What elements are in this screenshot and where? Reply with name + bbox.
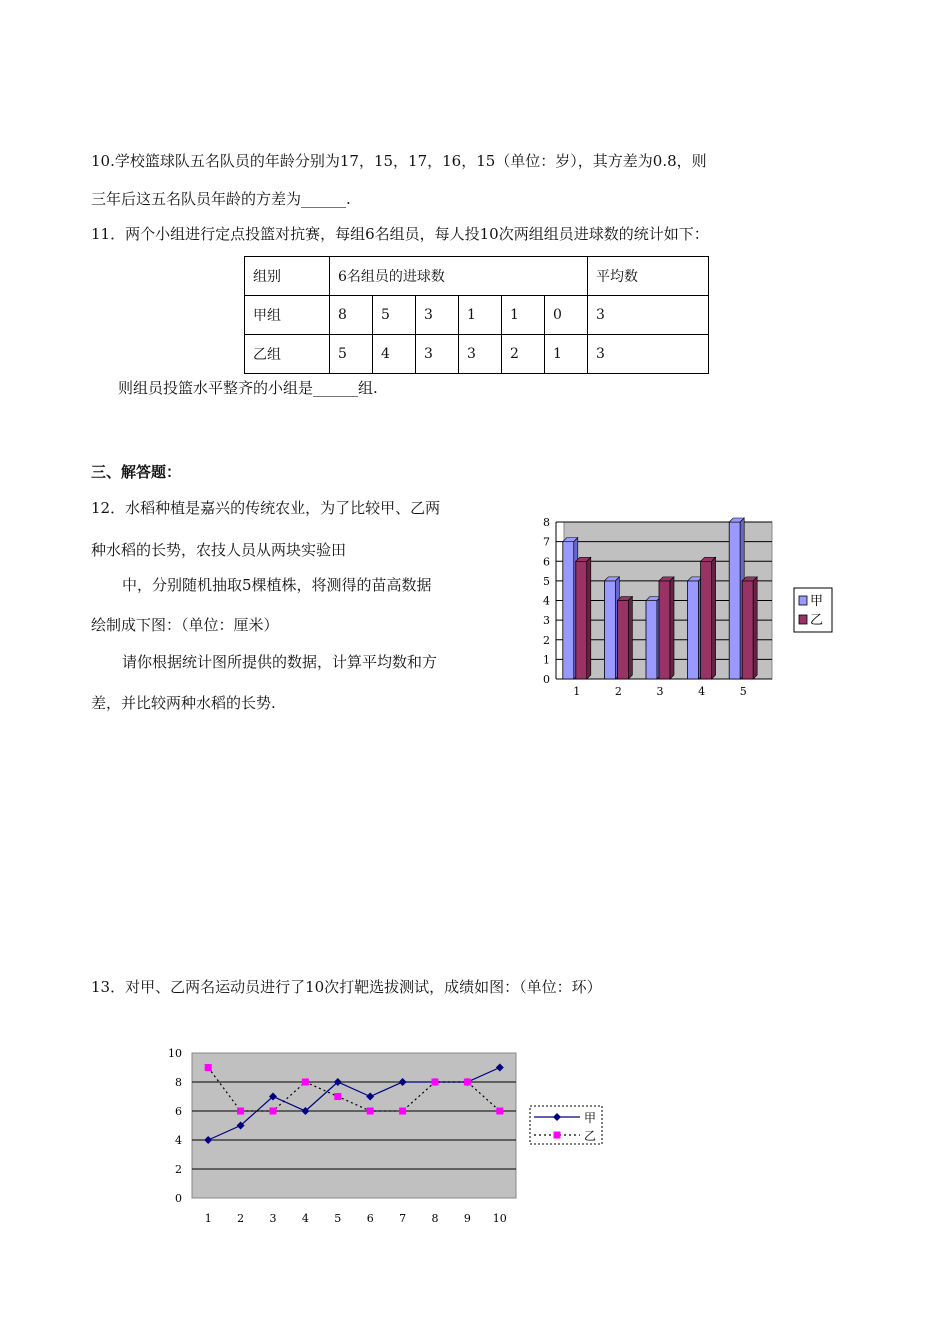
data-point [270, 1108, 277, 1115]
header-group: 组别 [245, 257, 330, 296]
y-tick-label: 2 [175, 1163, 182, 1176]
row-group: 乙组 [245, 335, 330, 374]
x-tick-label: 3 [656, 685, 664, 698]
score-cell: 4 [373, 335, 416, 374]
q12-line5: 请你根据统计图所提供的数据，计算平均数和方 [122, 653, 438, 671]
q11-question: 则组员投篮水平整齐的小组是______组. [118, 379, 378, 397]
x-tick-label: 5 [739, 685, 747, 698]
data-point [399, 1108, 406, 1115]
score-cell: 1 [459, 296, 502, 335]
bar-side [587, 557, 591, 679]
q12-line6: 差，并比较两种水稻的长势. [91, 694, 276, 712]
data-point [464, 1079, 471, 1086]
y-tick-label: 1 [543, 653, 550, 667]
score-cell: 0 [545, 296, 588, 335]
x-tick-label: 1 [204, 1212, 212, 1225]
y-tick-label: 8 [175, 1076, 182, 1089]
row-avg: 3 [588, 335, 709, 374]
legend-label: 甲 [584, 1111, 597, 1125]
y-tick-label: 3 [543, 614, 550, 628]
bar [742, 581, 753, 679]
x-tick-label: 1 [573, 685, 581, 698]
score-cell: 1 [502, 296, 545, 335]
bar [701, 561, 712, 679]
legend-marker [554, 1132, 561, 1139]
x-tick-label: 9 [463, 1212, 471, 1225]
q13-line1: 13．对甲、乙两名运动员进行了10次打靶选拔测试，成绩如图：（单位：环） [91, 978, 602, 996]
header-avg: 平均数 [588, 257, 709, 296]
y-tick-label: 2 [543, 633, 550, 647]
row-avg: 3 [588, 296, 709, 335]
x-tick-label: 7 [399, 1212, 407, 1225]
data-point [334, 1093, 341, 1100]
score-cell: 1 [545, 335, 588, 374]
q10-line2: 三年后这五名队员年龄的方差为______. [91, 190, 351, 208]
bar [688, 581, 699, 679]
q10-line1: 10.学校篮球队五名队员的年龄分别为17，15，17，16，15（单位：岁），其方差为0.8，则 [91, 152, 707, 170]
q11-intro: 11．两个小组进行定点投篮对抗赛，每组6名组员，每人投10次两组组员进球数的统计如下： [91, 225, 709, 243]
table-row [245, 296, 709, 335]
score-cell: 3 [416, 335, 459, 374]
bar-chart [532, 512, 842, 704]
x-tick-label: 5 [334, 1212, 342, 1225]
bar [617, 601, 628, 680]
bar-side [628, 597, 632, 680]
bar-side [753, 577, 757, 679]
legend-label: 乙 [584, 1129, 597, 1143]
bar [563, 542, 574, 679]
data-point [367, 1108, 374, 1115]
legend-label: 甲 [810, 594, 824, 609]
legend-label: 乙 [810, 613, 824, 628]
legend-swatch [799, 596, 807, 605]
bar [576, 561, 587, 679]
row-group: 甲组 [245, 296, 330, 335]
q12-line4: 绘制成下图：（单位：厘米） [91, 616, 279, 634]
x-tick-label: 4 [301, 1212, 309, 1225]
score-cell: 5 [330, 335, 373, 374]
y-tick-label: 0 [175, 1192, 182, 1205]
bar-side [712, 557, 716, 679]
y-tick-label: 7 [543, 535, 550, 549]
y-tick-label: 4 [543, 594, 550, 608]
x-tick-label: 6 [366, 1212, 374, 1225]
q12-line3: 中，分别随机抽取5棵植株，将测得的苗高数据 [122, 576, 432, 594]
x-tick-label: 8 [431, 1212, 439, 1225]
data-point [496, 1108, 503, 1115]
x-tick-label: 10 [492, 1212, 507, 1225]
data-point [432, 1079, 439, 1086]
bar [729, 522, 740, 679]
q12-line1: 12．水稻种植是嘉兴的传统农业，为了比较甲、乙两 [91, 499, 441, 517]
y-tick-label: 6 [543, 555, 550, 569]
bar [604, 581, 615, 679]
score-cell: 2 [502, 335, 545, 374]
y-tick-label: 8 [543, 516, 550, 529]
y-tick-label: 5 [543, 574, 550, 588]
score-cell: 3 [416, 296, 459, 335]
legend-swatch [799, 615, 807, 624]
score-cell: 5 [373, 296, 416, 335]
x-tick-label: 3 [269, 1212, 277, 1225]
bar-side [670, 577, 674, 679]
score-table [244, 256, 709, 374]
y-tick-label: 10 [168, 1047, 182, 1060]
score-cell: 8 [330, 296, 373, 335]
x-tick-label: 2 [237, 1212, 245, 1225]
x-tick-label: 4 [698, 685, 706, 698]
bar [646, 601, 657, 680]
header-scores: 6名组员的进球数 [330, 257, 588, 296]
data-point [302, 1079, 309, 1086]
score-cell: 3 [459, 335, 502, 374]
x-tick-label: 2 [614, 685, 622, 698]
q12-line2: 种水稻的长势，农技人员从两块实验田 [91, 541, 347, 559]
bar [659, 581, 670, 679]
table-header-row [245, 257, 709, 296]
y-tick-label: 0 [543, 673, 550, 686]
y-tick-label: 4 [175, 1134, 182, 1147]
data-point [237, 1108, 244, 1115]
section-title: 三、解答题： [91, 463, 182, 481]
data-point [205, 1064, 212, 1071]
y-tick-label: 6 [175, 1105, 182, 1118]
line-chart [160, 1040, 610, 1230]
table-row [245, 335, 709, 374]
